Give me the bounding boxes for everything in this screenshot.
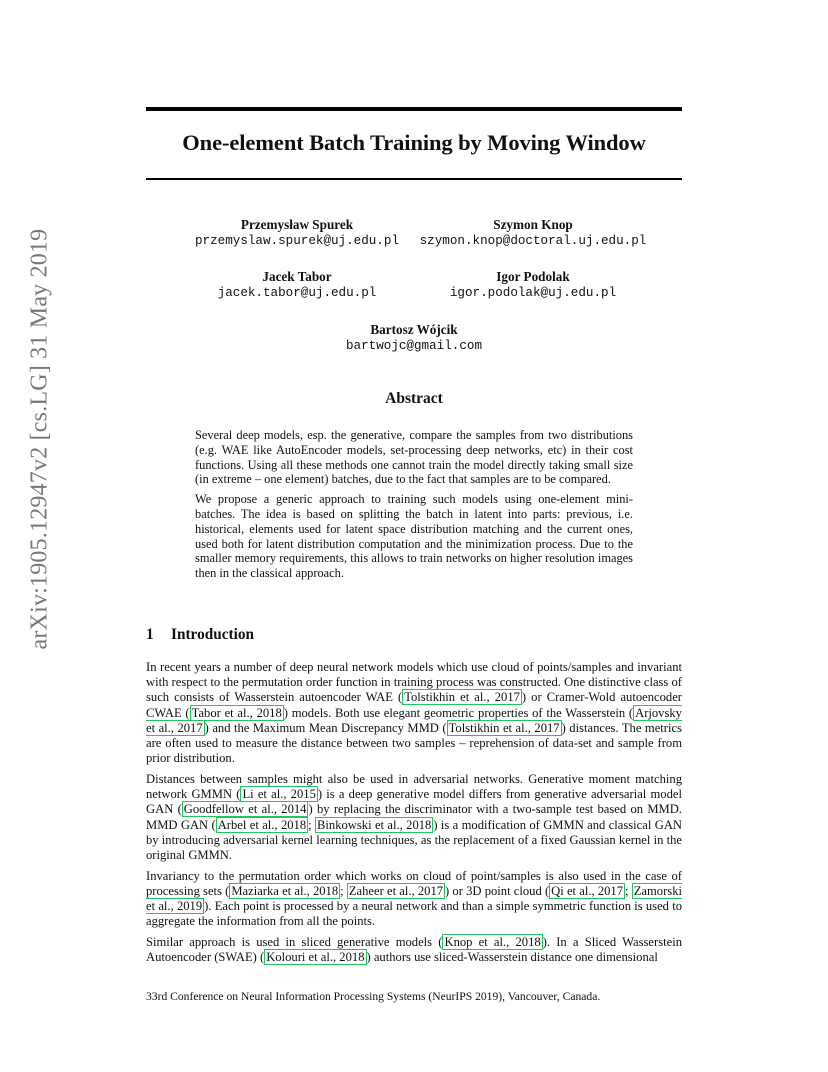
citation-link[interactable]: Knop et al., 2018 <box>444 934 541 949</box>
abstract-heading: Abstract <box>385 390 443 407</box>
author-email: przemyslaw.spurek@uj.edu.pl <box>194 234 400 248</box>
citation-link[interactable]: Maziarka et al., 2018 <box>231 883 339 898</box>
citation-link[interactable]: Goodfellow et al., 2014 <box>183 802 307 817</box>
text-run: ) or Cramer-Wold autoencoder CWAE ( <box>146 690 682 720</box>
conference-footer: 33rd Conference on Neural Information Processing Systems (NeurIPS 2019), Vancouver, Canada. <box>146 990 601 1003</box>
citation-link[interactable]: Zamorski et al., 2019 <box>146 883 682 914</box>
text-run: ) by replacing the discriminator with a two-sample test based on MMD. MMD GAN ( <box>146 802 682 832</box>
text-run: ) is a deep generative model differs from generative adversarial model GAN ( <box>146 787 682 817</box>
text-run: ) authors use sliced-Wasserstein distance one dimensional <box>366 950 658 965</box>
citation-link[interactable]: Tabor et al., 2018 <box>191 705 282 720</box>
citation-link[interactable]: Arbel et al., 2018 <box>217 817 307 832</box>
text-run: Similar approach is used in sliced generative models ( <box>146 934 443 949</box>
text-run: ; <box>308 817 316 832</box>
author-block <box>182 216 412 250</box>
citation-link[interactable]: Kolouri et al., 2018 <box>266 950 365 965</box>
text-run: ). Each point is processed by a neural network and than a simple symmetric function is used to aggregate the information from all the points. <box>146 899 682 929</box>
text-run: ) and the Maximum Mean Discrepancy MMD ( <box>204 720 447 735</box>
author-block <box>300 321 528 355</box>
text-run: In recent years a number of deep neural network models which use cloud of points/samples and invariant with respect to the permutation order function in training process was constructed. One distinctive class of such consists of Wasserstein autoencoder WAE ( <box>146 660 682 705</box>
paper-title: One-element Batch Training by Moving Window <box>182 130 646 155</box>
author-block <box>182 268 412 302</box>
author-name: Szymon Knop <box>493 217 573 232</box>
title-top-rule <box>146 107 682 111</box>
body-paragraph <box>146 935 682 965</box>
text-run: ; <box>625 883 632 898</box>
body-paragraph <box>146 772 682 863</box>
text-run: Invariancy to the permutation order which works on cloud of point/samples is also used in the case of processing sets ( <box>146 868 682 898</box>
body-paragraph <box>146 869 682 930</box>
body-paragraph <box>146 660 682 766</box>
text-run: ) models. Both use elegant geometric properties of the Wasserstein ( <box>283 705 634 720</box>
citation-link[interactable]: Binkowski et al., 2018 <box>317 817 432 832</box>
citation-link[interactable]: Tolstikhin et al., 2017 <box>404 690 520 705</box>
text-run: ; <box>340 883 347 898</box>
author-block <box>410 268 656 302</box>
author-email: szymon.knop@doctoral.uj.edu.pl <box>419 234 647 248</box>
author-block <box>410 216 656 250</box>
text-run: ). In a Sliced Wasserstein Autoencoder (SWAE) ( <box>146 934 682 965</box>
citation-link[interactable]: Tolstikhin et al., 2017 <box>448 720 560 735</box>
author-name: Przemysław Spurek <box>240 217 354 232</box>
author-email: bartwojc@gmail.com <box>345 339 483 353</box>
author-email: jacek.tabor@uj.edu.pl <box>217 286 377 300</box>
abstract-body <box>195 428 633 586</box>
section-number: 1 <box>146 626 154 643</box>
abstract-paragraph: Several deep models, esp. the generative, compare the samples from two distributions (e.g. WAE like AutoEncoder models, set-processing deep networks, etc) in their cost functions. Using all these methods one cannot train the model directly taking small size (in extreme – one element) batches, due to the fact that samples are to be compared. <box>195 428 633 487</box>
author-name: Igor Podolak <box>496 269 570 284</box>
section-title: Introduction <box>171 626 255 643</box>
citation-link[interactable]: Zaheer et al., 2017 <box>348 883 444 898</box>
citation-link[interactable]: Qi et al., 2017 <box>551 883 624 898</box>
author-name: Bartosz Wójcik <box>370 322 458 337</box>
abstract-paragraph: We propose a generic approach to training such models using one-element mini-batches. The idea is based on splitting the batch in latent into parts: previous, i.e. historical, elements used for latent space distribution matching and the current ones, used both for latent distribution computation and the minimization process. Due to the smaller memory requirements, this allows to train networks on higher resolution images then in the classical approach. <box>195 492 633 581</box>
text-run: ) distances. The metrics are often used to measure the distance between two samples – reprehension of data-set and sample from prior distribution. <box>146 720 682 766</box>
citation-link[interactable]: Arjovsky et al., 2017 <box>146 705 682 735</box>
introduction-body <box>146 660 682 971</box>
citation-link[interactable]: Li et al., 2015 <box>242 787 316 802</box>
text-run: ) is a modification of GMMN and classical GAN by introducing adversarial kernel learning techniques, as the replacement of a fixed Gaussian kernel in the original GMMN. <box>146 817 683 862</box>
author-email: igor.podolak@uj.edu.pl <box>449 286 617 300</box>
author-name: Jacek Tabor <box>262 269 332 284</box>
text-run: ) or 3D point cloud ( <box>445 883 550 898</box>
title-bottom-rule <box>146 178 682 180</box>
text-run: Distances between samples might also be used in adversarial networks. Generative moment matching network GMMN ( <box>146 771 682 802</box>
arxiv-identifier: arXiv:1905.12947v2 [cs.LG] 31 May 2019 <box>26 228 53 650</box>
section-heading <box>146 626 254 644</box>
